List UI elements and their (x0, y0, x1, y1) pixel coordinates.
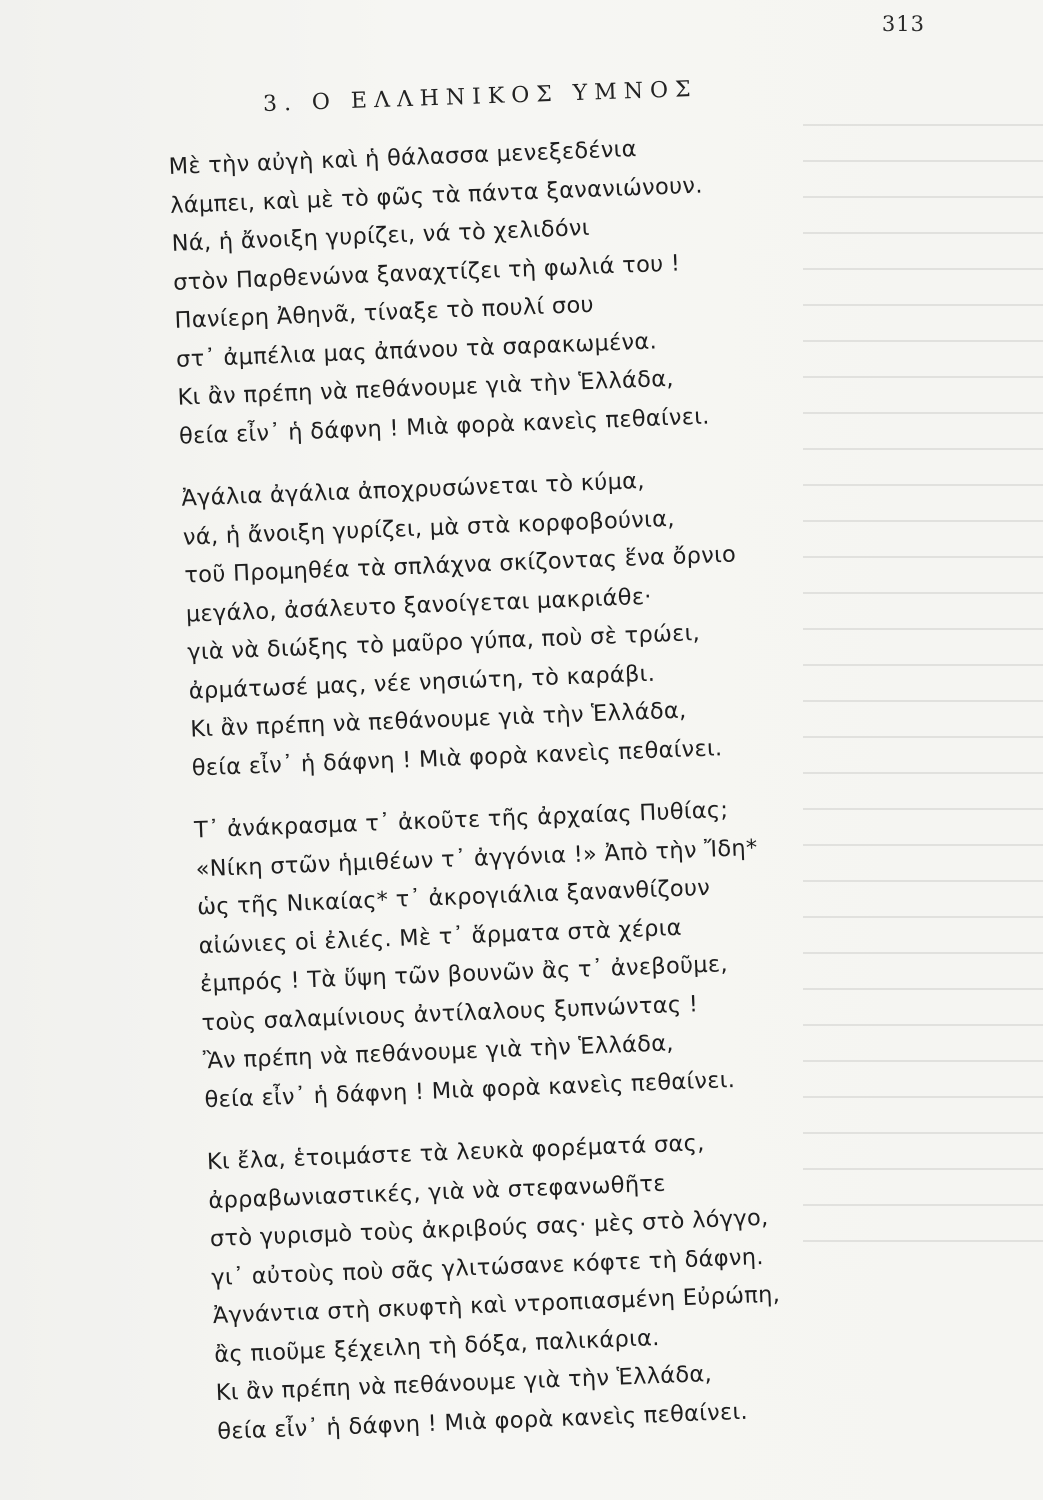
poem-line: στ᾿ ἀμπέλια μας ἀπάνου τὰ σαρακωμένα. (175, 327, 658, 373)
refrain-line: θεία εἶν᾿ ἡ δάφνη ! Μιὰ φορὰ κανεὶς πεθαίνει. (178, 402, 711, 450)
poem-line: νά, ἡ ἄνοιξη γυρίζει, μὰ στὰ κορφοβούνια, (182, 505, 676, 551)
poem-line: Ἀγάλια ἀγάλια ἀποχρυσώνεται τὸ κύμα, (180, 467, 646, 512)
stanza (206, 1117, 907, 1451)
poem-line: τοὺς σαλαμίνιους ἀντίλαλους ξυπνώντας ! (201, 990, 699, 1036)
refrain-line: Ἂν πρέπη νὰ πεθάνουμε γιὰ τὴν Ἑλλάδα, (202, 1030, 675, 1075)
poem-line: Πανίερη Ἀθηνᾶ, τίναξε τὸ πουλί σου (174, 291, 595, 334)
poem-line: Μὲ τὴν αὐγὴ καὶ ἡ θάλασσα μενεξεδένια (168, 136, 638, 180)
page-number: 313 (881, 12, 925, 36)
refrain-line: Κι ἂν πρέπη νὰ πεθάνουμε γιὰ τὴν Ἑλλάδα, (215, 1361, 713, 1407)
poem-line: ὡς τῆς Νικαίας* τ᾿ ἀκρογιάλια ξανανθίζουν (196, 874, 711, 921)
poem-line: αἰώνιες οἱ ἐλιές. Μὲ τ᾿ ἅρματα στὰ χέρια (198, 914, 683, 959)
stanza (181, 453, 882, 787)
poem-line: Τ᾿ ἀνάκρασμα τ᾿ ἀκοῦτε τῆς ἀρχαίας Πυθίας; (193, 796, 729, 844)
poem-line: Κι ἔλα, ἑτοιμάστε τὰ λευκὰ φορέματά σας, (206, 1130, 706, 1176)
poem-line: ἐμπρός ! Τὰ ὕψη τῶν βουνῶν ἂς τ᾿ ἀνεβοῦμε, (199, 951, 729, 998)
refrain-line: θεία εἶν᾿ ἡ δάφνη ! Μιὰ φορὰ κανεὶς πεθαίνει. (204, 1066, 736, 1113)
poem-line: «Νίκη στῶν ἡμιθέων τ᾿ ἀγγόνια !» Ἀπὸ τὴν Ἴδη* (195, 834, 758, 882)
stanza (193, 785, 894, 1119)
refrain-line: θεία εἶν᾿ ἡ δάφνη ! Μιὰ φορὰ κανεὶς πεθαίνει. (191, 734, 723, 782)
poem-line: στὸ γυρισμὸ τοὺς ἀκριβούς σας· μὲς στὸ λόγγο, (209, 1204, 769, 1253)
refrain-line: Κι ἂν πρέπη νὰ πεθάνουμε γιὰ τὴν Ἑλλάδα, (177, 365, 675, 411)
poem-line: γι᾿ αὐτοὺς ποὺ σᾶς γλιτώσανε κόφτε τὴ δάφνη. (210, 1243, 765, 1291)
poem-line: γιὰ νὰ διώξης τὸ μαῦρο γύπα, ποὺ σὲ τρώει, (186, 619, 701, 666)
poem-line: λάμπει, καὶ μὲ τὸ φῶς τὰ πάντα ξανανιώνουν. (169, 172, 704, 219)
poem-title: 3. Ο ΕΛΛΗΝΙΚΟΣ ΥΜΝΟΣ (262, 76, 699, 117)
poem-line: τοῦ Προμηθέα τὰ σπλάχνα σκίζοντας ἕνα ὄρνιο (183, 541, 737, 589)
poem-line: Νά, ἡ ἄνοιξη γυρίζει, νά τὸ χελιδόνι (171, 214, 591, 257)
stanza (168, 122, 869, 456)
refrain-line: Κι ἂν πρέπη νὰ πεθάνουμε γιὰ τὴν Ἑλλάδα, (189, 697, 687, 743)
poem-line: ἀρραβωνιαστικές, γιὰ νὰ στεφανωθῆτε (207, 1170, 667, 1214)
poem-body (168, 122, 908, 1476)
poem-line: Ἀγνάντια στὴ σκυφτὴ καὶ ντροπιασμένη Εὐρώπη, (212, 1281, 781, 1330)
poem-line: μεγάλο, ἀσάλευτο ξανοίγεται μακριάθε· (185, 583, 653, 628)
refrain-line: θεία εἶν᾿ ἡ δάφνη ! Μιὰ φορὰ κανεὶς πεθαίνει. (216, 1398, 749, 1445)
poem-line: στὸν Παρθενώνα ξαναχτίζει τὴ φωλιά του ! (172, 249, 681, 296)
poem-line: ἂς πιοῦμε ξέχειλη τὴ δόξα, παλικάρια. (213, 1324, 661, 1368)
poem-line: ἀρμάτωσέ μας, νέε νησιώτη, τὸ καράβι. (188, 660, 656, 705)
